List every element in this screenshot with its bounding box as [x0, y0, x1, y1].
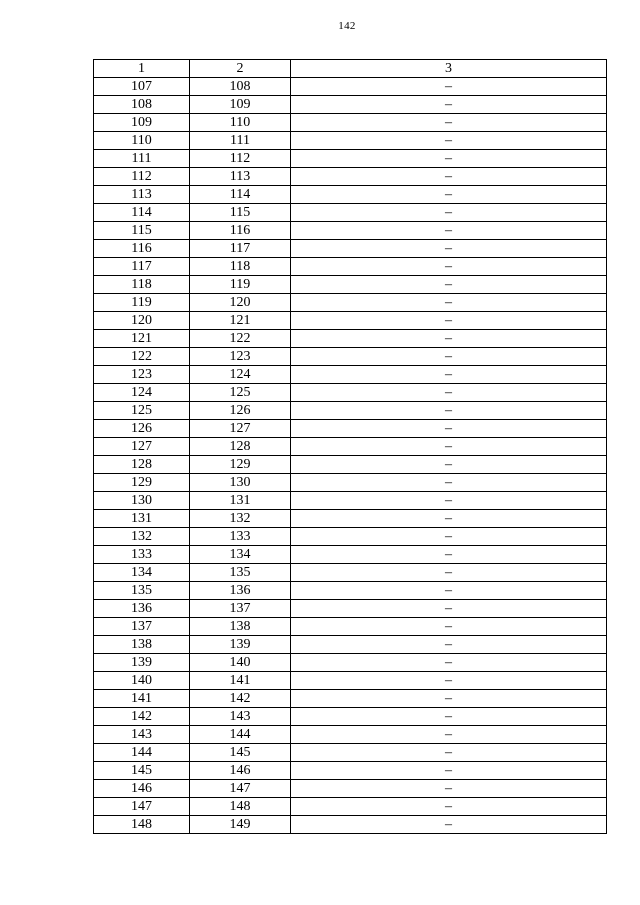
table-cell-col-3: –	[291, 744, 607, 762]
table-cell-col-2: 145	[190, 744, 291, 762]
table-cell-col-2: 118	[190, 258, 291, 276]
table-cell-col-1: 140	[94, 672, 190, 690]
table-row	[94, 366, 607, 384]
table-row	[94, 636, 607, 654]
table-cell-col-2: 119	[190, 276, 291, 294]
table-cell-col-1: 122	[94, 348, 190, 366]
table-cell-col-1: 116	[94, 240, 190, 258]
table-cell-col-3: –	[291, 96, 607, 114]
table-row	[94, 96, 607, 114]
table-cell-col-1: 118	[94, 276, 190, 294]
table-cell-col-2: 133	[190, 528, 291, 546]
table-cell-col-2: 138	[190, 618, 291, 636]
table-cell-col-3: –	[291, 474, 607, 492]
table-cell-col-2: 125	[190, 384, 291, 402]
table-row	[94, 438, 607, 456]
table-cell-col-2: 126	[190, 402, 291, 420]
table-cell-col-2: 121	[190, 312, 291, 330]
table-cell-col-2: 135	[190, 564, 291, 582]
table-cell-col-2: 111	[190, 132, 291, 150]
table-cell-col-1: 138	[94, 636, 190, 654]
table-cell-col-1: 148	[94, 816, 190, 834]
table-cell-col-3: –	[291, 204, 607, 222]
table-cell-col-2: 146	[190, 762, 291, 780]
table-row	[94, 672, 607, 690]
table-cell-col-2: 149	[190, 816, 291, 834]
table-body	[94, 78, 607, 834]
table-cell-col-3: –	[291, 492, 607, 510]
table-cell-col-2: 137	[190, 600, 291, 618]
table-cell-col-1: 135	[94, 582, 190, 600]
table-cell-col-3: –	[291, 636, 607, 654]
table-cell-col-1: 145	[94, 762, 190, 780]
table-cell-col-1: 147	[94, 798, 190, 816]
table-cell-col-1: 123	[94, 366, 190, 384]
table-row	[94, 618, 607, 636]
table-row	[94, 708, 607, 726]
table-cell-col-2: 127	[190, 420, 291, 438]
table-cell-col-3: –	[291, 78, 607, 96]
table-cell-col-3: –	[291, 726, 607, 744]
table-cell-col-1: 124	[94, 384, 190, 402]
table-row	[94, 240, 607, 258]
table-cell-col-3: –	[291, 708, 607, 726]
table-row	[94, 258, 607, 276]
table-cell-col-1: 113	[94, 186, 190, 204]
table-cell-col-1: 114	[94, 204, 190, 222]
table-cell-col-2: 140	[190, 654, 291, 672]
table-cell-col-3: –	[291, 132, 607, 150]
table-cell-col-3: –	[291, 294, 607, 312]
table-row	[94, 492, 607, 510]
table-cell-col-3: –	[291, 150, 607, 168]
table-cell-col-2: 144	[190, 726, 291, 744]
table-cell-col-3: –	[291, 348, 607, 366]
table-cell-col-3: –	[291, 402, 607, 420]
table-cell-col-2: 124	[190, 366, 291, 384]
table-cell-col-1: 132	[94, 528, 190, 546]
table-cell-col-1: 137	[94, 618, 190, 636]
table-cell-col-3: –	[291, 654, 607, 672]
table-row	[94, 114, 607, 132]
table-cell-col-3: –	[291, 456, 607, 474]
table-row	[94, 654, 607, 672]
table-row	[94, 816, 607, 834]
table-cell-col-1: 128	[94, 456, 190, 474]
table-cell-col-2: 143	[190, 708, 291, 726]
table-cell-col-1: 130	[94, 492, 190, 510]
table-cell-col-3: –	[291, 438, 607, 456]
table-row	[94, 186, 607, 204]
table-row	[94, 798, 607, 816]
table-cell-col-1: 144	[94, 744, 190, 762]
table-cell-col-1: 109	[94, 114, 190, 132]
table-cell-col-3: –	[291, 564, 607, 582]
table-row	[94, 330, 607, 348]
table-cell-col-3: –	[291, 672, 607, 690]
table-cell-col-2: 108	[190, 78, 291, 96]
table-cell-col-1: 127	[94, 438, 190, 456]
table-cell-col-2: 136	[190, 582, 291, 600]
table-cell-col-2: 120	[190, 294, 291, 312]
table-row	[94, 600, 607, 618]
table-row	[94, 78, 607, 96]
table-row	[94, 222, 607, 240]
table-cell-col-2: 123	[190, 348, 291, 366]
table-cell-col-1: 134	[94, 564, 190, 582]
table-row	[94, 204, 607, 222]
table-row	[94, 168, 607, 186]
table-cell-col-1: 112	[94, 168, 190, 186]
table-cell-col-2: 148	[190, 798, 291, 816]
table-cell-col-3: –	[291, 690, 607, 708]
table-row	[94, 294, 607, 312]
page-number: 142	[338, 20, 356, 32]
table-row	[94, 690, 607, 708]
table-cell-col-1: 110	[94, 132, 190, 150]
table-cell-col-2: 113	[190, 168, 291, 186]
table-row	[94, 132, 607, 150]
table-row	[94, 780, 607, 798]
table-cell-col-2: 130	[190, 474, 291, 492]
table-cell-col-2: 142	[190, 690, 291, 708]
table-cell-col-3: –	[291, 762, 607, 780]
table-row	[94, 348, 607, 366]
table-cell-col-1: 108	[94, 96, 190, 114]
table-cell-col-1: 131	[94, 510, 190, 528]
data-table	[93, 59, 607, 834]
table-cell-col-3: –	[291, 312, 607, 330]
table-cell-col-2: 114	[190, 186, 291, 204]
table-cell-col-1: 115	[94, 222, 190, 240]
table-cell-col-2: 134	[190, 546, 291, 564]
table-cell-col-3: –	[291, 780, 607, 798]
table-row	[94, 564, 607, 582]
table-cell-col-3: –	[291, 168, 607, 186]
table-row	[94, 420, 607, 438]
table-row	[94, 528, 607, 546]
table-cell-col-2: 112	[190, 150, 291, 168]
table-cell-col-1: 119	[94, 294, 190, 312]
column-header-2: 2	[190, 60, 291, 78]
table-row	[94, 510, 607, 528]
table-cell-col-3: –	[291, 798, 607, 816]
table-header-row	[94, 60, 607, 78]
table-cell-col-1: 146	[94, 780, 190, 798]
table-cell-col-2: 122	[190, 330, 291, 348]
table-row	[94, 402, 607, 420]
table-row	[94, 150, 607, 168]
table-cell-col-3: –	[291, 240, 607, 258]
table-cell-col-2: 115	[190, 204, 291, 222]
column-header-3: 3	[291, 60, 607, 78]
table-row	[94, 312, 607, 330]
table-cell-col-1: 111	[94, 150, 190, 168]
table-cell-col-1: 136	[94, 600, 190, 618]
table-row	[94, 474, 607, 492]
table-cell-col-3: –	[291, 582, 607, 600]
table-cell-col-2: 139	[190, 636, 291, 654]
table-cell-col-2: 129	[190, 456, 291, 474]
table-cell-col-3: –	[291, 618, 607, 636]
table-cell-col-1: 117	[94, 258, 190, 276]
table-row	[94, 744, 607, 762]
table-cell-col-2: 110	[190, 114, 291, 132]
table-cell-col-1: 141	[94, 690, 190, 708]
table-cell-col-2: 109	[190, 96, 291, 114]
table-cell-col-3: –	[291, 276, 607, 294]
table-cell-col-3: –	[291, 330, 607, 348]
table-row	[94, 456, 607, 474]
table-cell-col-1: 143	[94, 726, 190, 744]
table-row	[94, 546, 607, 564]
table-cell-col-3: –	[291, 384, 607, 402]
table-cell-col-2: 117	[190, 240, 291, 258]
table-cell-col-3: –	[291, 420, 607, 438]
table-cell-col-3: –	[291, 114, 607, 132]
table-cell-col-1: 126	[94, 420, 190, 438]
table-cell-col-1: 142	[94, 708, 190, 726]
table-cell-col-1: 139	[94, 654, 190, 672]
table-cell-col-2: 147	[190, 780, 291, 798]
table-cell-col-2: 141	[190, 672, 291, 690]
table-cell-col-1: 121	[94, 330, 190, 348]
table-cell-col-2: 116	[190, 222, 291, 240]
table-cell-col-1: 107	[94, 78, 190, 96]
table-cell-col-1: 125	[94, 402, 190, 420]
table-cell-col-1: 129	[94, 474, 190, 492]
table-cell-col-3: –	[291, 600, 607, 618]
table-cell-col-3: –	[291, 546, 607, 564]
table-cell-col-1: 120	[94, 312, 190, 330]
table-row	[94, 276, 607, 294]
table-cell-col-3: –	[291, 258, 607, 276]
table-cell-col-3: –	[291, 366, 607, 384]
table-cell-col-2: 132	[190, 510, 291, 528]
table-cell-col-3: –	[291, 816, 607, 834]
table-cell-col-1: 133	[94, 546, 190, 564]
table-cell-col-3: –	[291, 186, 607, 204]
column-header-1: 1	[94, 60, 190, 78]
table-row	[94, 582, 607, 600]
table-row	[94, 384, 607, 402]
table-row	[94, 762, 607, 780]
table-cell-col-3: –	[291, 222, 607, 240]
table-cell-col-2: 128	[190, 438, 291, 456]
table-cell-col-2: 131	[190, 492, 291, 510]
table-cell-col-3: –	[291, 510, 607, 528]
table-row	[94, 726, 607, 744]
table-cell-col-3: –	[291, 528, 607, 546]
